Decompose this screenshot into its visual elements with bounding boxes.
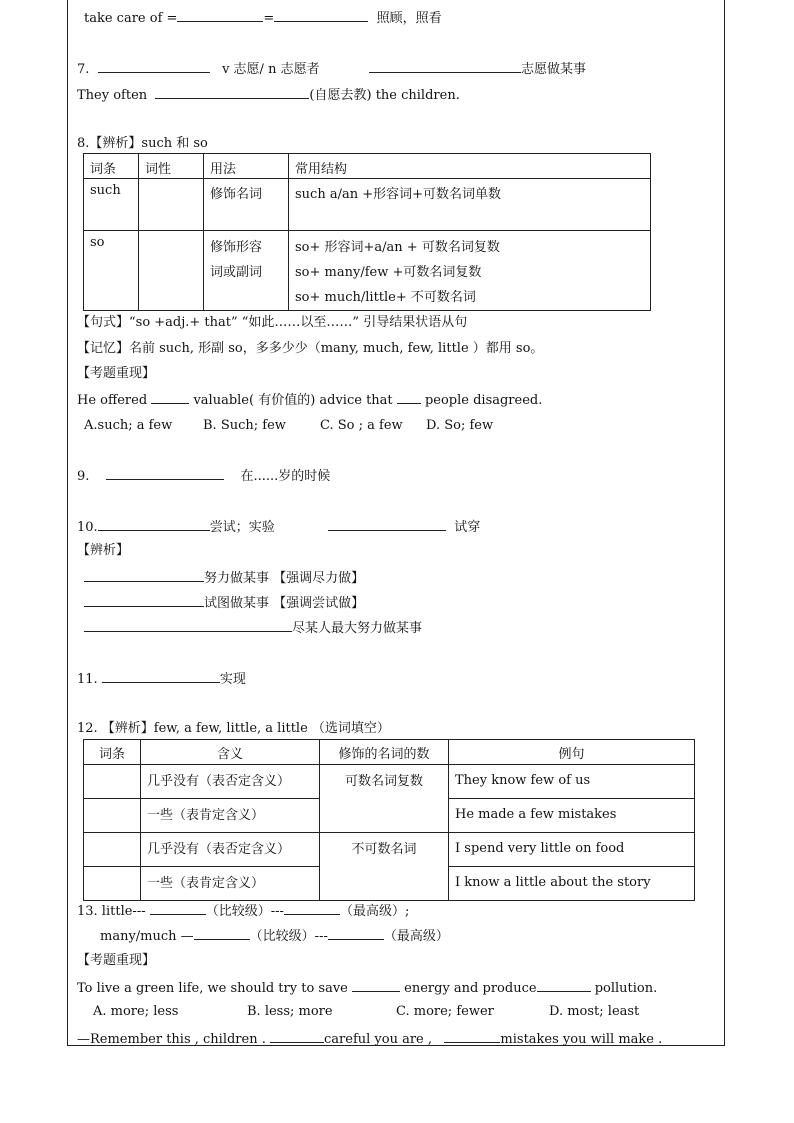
exam-label: 【考题重现】 (77, 953, 156, 968)
few-little-table (83, 739, 695, 901)
example-cell: He made a few mistakes (449, 799, 695, 833)
header-cell: 常用结构 (289, 154, 651, 179)
option-b[interactable]: B. less; more (247, 1004, 333, 1019)
word-cell[interactable] (84, 765, 141, 799)
item-11: 11. 实现 (77, 672, 246, 687)
option-d[interactable]: D. most; least (549, 1004, 640, 1019)
word-cell[interactable] (84, 833, 141, 867)
blank[interactable] (151, 391, 189, 404)
item-10-line3: 尽某人最大努力做某事 (84, 619, 422, 637)
option-a[interactable]: A. more; less (93, 1004, 179, 1019)
noun-cell: 可数名词复数 (320, 765, 449, 833)
blank[interactable] (84, 619, 292, 632)
item-9: 9. 在......岁的时候 (77, 469, 331, 484)
example-cell: I spend very little on food (449, 833, 695, 867)
header-cell: 词性 (139, 154, 204, 179)
exam-question-2: —Remember this , children . careful you are , mistakes you will make . (77, 1032, 663, 1047)
option-d[interactable]: D. So; few (426, 418, 494, 433)
structure-cell: so+ 形容词+a/an + 可数名词复数 so+ many/few +可数名词复数 so+ much/little+ 不可数名词 (289, 231, 651, 311)
word-cell: so (84, 231, 139, 311)
item-12-title: 12. 【辨析】few, a few, little, a little （选词填空） (77, 721, 390, 736)
blank[interactable] (444, 1030, 500, 1043)
blank[interactable] (84, 569, 204, 582)
meaning-cell: 几乎没有（表否定含义） (141, 765, 320, 799)
option-c[interactable]: C. So ; a few (320, 418, 403, 433)
blank[interactable] (274, 9, 368, 22)
item-13-line1: 13. little--- （比较级）--- （最高级）; (77, 904, 410, 919)
takecare-line: take care of = = 照顾，照看 (84, 11, 442, 26)
noun-cell: 不可数名词 (320, 833, 449, 901)
header-cell: 修饰的名词的数 (320, 740, 449, 765)
analysis-label: 【辨析】 (77, 543, 130, 558)
item-10-line2: 试图做某事 【强调尝试做】 (84, 594, 364, 612)
header-cell: 词条 (84, 740, 141, 765)
blank[interactable] (98, 518, 210, 531)
item-7-line: 7. v 志愿/ n 志愿者 (77, 62, 320, 77)
memory-note: 【记忆】名前 such, 形副 so，多多少少（many, much, few, little ）都用 so。 (77, 341, 544, 356)
blank[interactable] (328, 927, 384, 940)
option-b[interactable]: B. Such; few (203, 418, 286, 433)
item-7-example: They often (自愿去教) the children. (77, 88, 460, 103)
blank[interactable] (397, 391, 421, 404)
blank[interactable] (194, 927, 250, 940)
item-13-line2: many/much — （比较级）--- （最高级） (100, 929, 449, 944)
blank[interactable] (328, 518, 446, 531)
structure-cell: such a/an +形容词+可数名词单数 (289, 179, 651, 231)
blank[interactable] (270, 1030, 324, 1043)
meaning-cell: 几乎没有（表否定含义） (141, 833, 320, 867)
item-8-title: 8.【辨析】such 和 so (77, 136, 208, 151)
header-cell: 含义 (141, 740, 320, 765)
blank[interactable] (84, 594, 204, 607)
header-cell: 词条 (84, 154, 139, 179)
header-cell: 例句 (449, 740, 695, 765)
meaning-cell: 一些（表肯定含义） (141, 799, 320, 833)
word-cell: such (84, 179, 139, 231)
option-c[interactable]: C. more; fewer (396, 1004, 494, 1019)
item-10-line1: 努力做某事 【强调尽力做】 (84, 569, 364, 587)
blank[interactable] (369, 60, 521, 73)
blank[interactable] (102, 670, 220, 683)
item-10-b: 试穿 (328, 518, 480, 536)
blank[interactable] (537, 979, 591, 992)
header-cell: 用法 (204, 154, 289, 179)
usage-cell: 修饰形容 词或副词 (204, 231, 289, 311)
exam-question: He offered valuable( 有价值的) advice that people disagreed. (77, 393, 543, 408)
such-so-table (83, 153, 651, 311)
blank[interactable] (98, 60, 210, 73)
word-cell[interactable] (84, 867, 141, 901)
usage-cell: 修饰名词 (204, 179, 289, 231)
blank[interactable] (352, 979, 400, 992)
word-cell[interactable] (84, 799, 141, 833)
pos-cell[interactable] (139, 231, 204, 311)
pos-cell[interactable] (139, 179, 204, 231)
option-a[interactable]: A.such; a few (84, 418, 173, 433)
blank[interactable] (150, 902, 206, 915)
blank[interactable] (284, 902, 340, 915)
example-cell: They know few of us (449, 765, 695, 799)
example-cell: I know a little about the story (449, 867, 695, 901)
blank[interactable] (106, 467, 224, 480)
item-7-meaning: 志愿做某事 (369, 60, 586, 78)
meaning-cell: 一些（表肯定含义） (141, 867, 320, 901)
exam-label: 【考题重现】 (77, 366, 156, 381)
blank[interactable] (155, 86, 309, 99)
item-10: 10. 尝试；实验 (77, 520, 275, 535)
blank[interactable] (177, 9, 263, 22)
pattern-note: 【句式】“so +adj.+ that” “如此……以至……” 引导结果状语从句 (77, 315, 468, 330)
exam-question: To live a green life, we should try to save energy and produce pollution. (77, 981, 658, 996)
